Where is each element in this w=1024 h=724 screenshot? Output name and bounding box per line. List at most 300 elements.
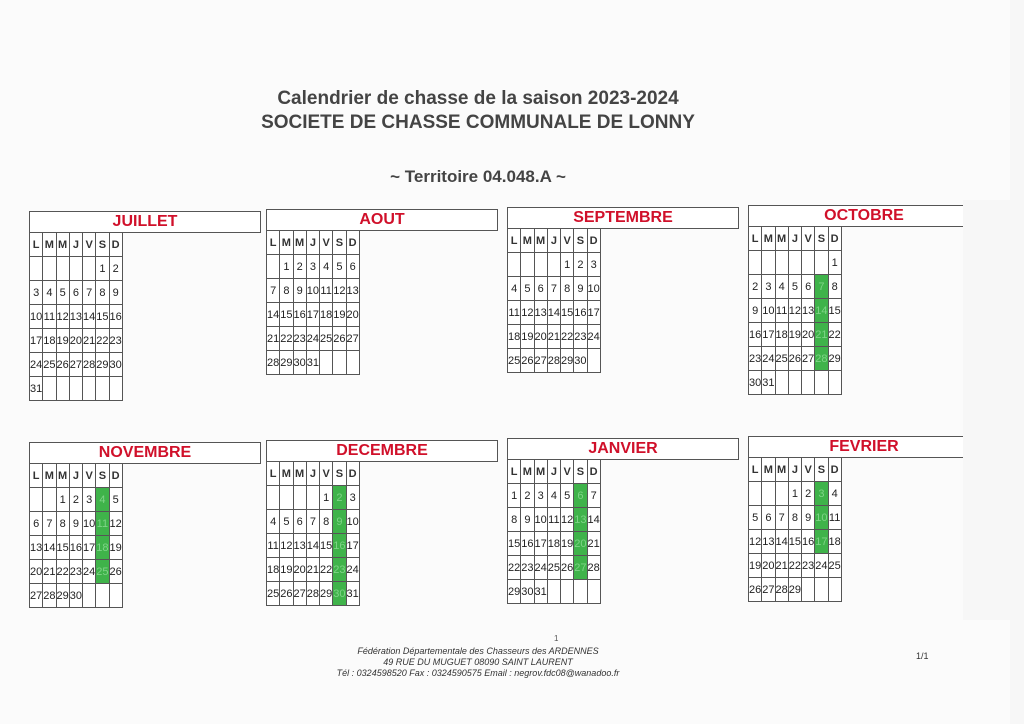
hunt-day-cell: 2 <box>333 486 346 510</box>
day-cell: 22 <box>96 329 109 353</box>
day-cell: 7 <box>267 279 280 303</box>
weekday-label: S <box>574 229 587 253</box>
day-cell: 18 <box>320 303 333 327</box>
day-cell: 20 <box>346 303 359 327</box>
day-cell: 23 <box>109 329 122 353</box>
day-cell: 11 <box>267 534 280 558</box>
weekday-header <box>267 462 360 486</box>
day-cell: 2 <box>749 275 762 299</box>
weekday-label: M <box>762 227 775 251</box>
day-cell: 12 <box>788 299 801 323</box>
empty-day-cell <box>306 486 319 510</box>
weekday-label: V <box>802 458 815 482</box>
week-row <box>267 303 360 327</box>
empty-day-cell <box>521 253 534 277</box>
day-cell: 22 <box>561 325 574 349</box>
weekday-label: M <box>762 458 775 482</box>
day-cell: 3 <box>534 484 547 508</box>
day-cell: 20 <box>762 554 775 578</box>
day-cell: 25 <box>775 347 788 371</box>
day-cell: 15 <box>508 532 521 556</box>
weekday-label: D <box>346 462 359 486</box>
day-cell: 4 <box>320 255 333 279</box>
day-cell: 7 <box>775 506 788 530</box>
day-cell: 1 <box>320 486 333 510</box>
empty-day-cell <box>775 482 788 506</box>
week-row <box>508 325 601 349</box>
day-cell: 13 <box>293 534 306 558</box>
week-row <box>508 580 601 604</box>
day-cell: 26 <box>788 347 801 371</box>
hunt-day-cell: 9 <box>333 510 346 534</box>
day-cell: 21 <box>43 560 56 584</box>
day-cell: 20 <box>534 325 547 349</box>
day-cell: 29 <box>561 349 574 373</box>
day-cell: 16 <box>574 301 587 325</box>
day-cell: 22 <box>320 558 333 582</box>
day-cell: 24 <box>815 554 828 578</box>
empty-day-cell <box>762 251 775 275</box>
weekday-label: M <box>293 231 306 255</box>
day-cell: 16 <box>521 532 534 556</box>
day-cell: 22 <box>280 327 293 351</box>
day-cell: 9 <box>293 279 306 303</box>
month-title: OCTOBRE <box>748 205 980 227</box>
empty-day-cell <box>574 580 587 604</box>
hunt-day-cell: 4 <box>96 488 109 512</box>
footer-federation: Fédération Départementale des Chasseurs des ARDENNES <box>357 646 599 656</box>
day-cell: 28 <box>267 351 280 375</box>
day-cell: 29 <box>96 353 109 377</box>
empty-day-cell <box>83 257 96 281</box>
day-cell: 25 <box>267 582 280 606</box>
week-row <box>749 578 842 602</box>
empty-day-cell <box>346 351 359 375</box>
day-cell: 23 <box>293 327 306 351</box>
hunt-day-cell: 21 <box>815 323 828 347</box>
day-cell: 31 <box>762 371 775 395</box>
day-cell: 12 <box>280 534 293 558</box>
weekday-label: V <box>320 462 333 486</box>
empty-day-cell <box>788 251 801 275</box>
weekday-label: M <box>280 231 293 255</box>
day-cell: 25 <box>320 327 333 351</box>
day-cell: 24 <box>83 560 96 584</box>
day-cell: 19 <box>333 303 346 327</box>
empty-day-cell <box>43 377 56 401</box>
weekday-header <box>30 233 123 257</box>
day-cell: 21 <box>83 329 96 353</box>
day-cell: 30 <box>109 353 122 377</box>
day-cell: 10 <box>587 277 600 301</box>
day-cell: 20 <box>293 558 306 582</box>
weekday-label: D <box>346 231 359 255</box>
hunt-day-cell: 18 <box>96 536 109 560</box>
day-cell: 3 <box>587 253 600 277</box>
day-cell: 6 <box>346 255 359 279</box>
weekday-label: M <box>43 233 56 257</box>
empty-day-cell <box>83 377 96 401</box>
weekday-label: L <box>749 227 762 251</box>
day-cell: 22 <box>508 556 521 580</box>
weekday-header <box>508 460 601 484</box>
hunt-day-cell: 16 <box>333 534 346 558</box>
day-cell: 8 <box>280 279 293 303</box>
footer-contact: Tél : 0324598520 Fax : 0324590575 Email : negrov.fdc08@wanadoo.fr <box>336 668 620 678</box>
day-cell: 10 <box>762 299 775 323</box>
week-row <box>508 277 601 301</box>
day-cell: 7 <box>587 484 600 508</box>
month-grid <box>748 457 842 602</box>
page-cut-off <box>963 200 1024 620</box>
day-cell: 17 <box>83 536 96 560</box>
day-cell: 12 <box>333 279 346 303</box>
week-row <box>508 508 601 532</box>
day-cell: 27 <box>802 347 815 371</box>
day-cell: 4 <box>775 275 788 299</box>
day-cell: 25 <box>547 556 560 580</box>
day-cell: 31 <box>306 351 319 375</box>
day-cell: 2 <box>574 253 587 277</box>
weekday-label: V <box>561 460 574 484</box>
day-cell: 30 <box>293 351 306 375</box>
day-cell: 14 <box>547 301 560 325</box>
calendar-title: Calendrier de chasse de la saison 2023-2024 <box>277 88 679 109</box>
weekday-label: D <box>587 460 600 484</box>
society-name: SOCIETE DE CHASSE COMMUNALE DE LONNY <box>261 112 695 133</box>
day-cell: 8 <box>96 281 109 305</box>
day-cell: 8 <box>508 508 521 532</box>
territory-subtitle: ~ Territoire 04.048.A ~ <box>390 167 566 186</box>
empty-day-cell <box>815 251 828 275</box>
day-cell: 7 <box>306 510 319 534</box>
week-row <box>30 488 123 512</box>
empty-day-cell <box>56 377 69 401</box>
hunt-day-cell: 7 <box>815 275 828 299</box>
day-cell: 26 <box>109 560 122 584</box>
weekday-label: V <box>802 227 815 251</box>
day-cell: 19 <box>749 554 762 578</box>
empty-day-cell <box>96 584 109 608</box>
week-row <box>267 486 360 510</box>
week-row <box>749 299 842 323</box>
day-cell: 15 <box>56 536 69 560</box>
weekday-label: S <box>333 231 346 255</box>
day-cell: 13 <box>69 305 82 329</box>
week-row <box>749 371 842 395</box>
hunt-day-cell: 27 <box>574 556 587 580</box>
day-cell: 27 <box>293 582 306 606</box>
day-cell: 4 <box>828 482 841 506</box>
weekday-label: L <box>749 458 762 482</box>
day-cell: 3 <box>762 275 775 299</box>
empty-day-cell <box>828 578 841 602</box>
week-row <box>30 353 123 377</box>
weekday-label: M <box>534 229 547 253</box>
day-cell: 3 <box>83 488 96 512</box>
day-cell: 6 <box>802 275 815 299</box>
day-cell: 4 <box>267 510 280 534</box>
day-cell: 10 <box>83 512 96 536</box>
weekday-label: M <box>293 462 306 486</box>
day-cell: 22 <box>828 323 841 347</box>
day-cell: 14 <box>267 303 280 327</box>
day-cell: 5 <box>56 281 69 305</box>
hunt-day-cell: 11 <box>96 512 109 536</box>
empty-day-cell <box>30 488 43 512</box>
empty-day-cell <box>828 371 841 395</box>
day-cell: 17 <box>306 303 319 327</box>
day-cell: 19 <box>109 536 122 560</box>
empty-day-cell <box>815 578 828 602</box>
weekday-label: L <box>30 464 43 488</box>
weekday-header <box>508 229 601 253</box>
empty-day-cell <box>547 580 560 604</box>
weekday-header <box>749 458 842 482</box>
empty-day-cell <box>749 251 762 275</box>
day-cell: 16 <box>109 305 122 329</box>
weekday-label: D <box>828 227 841 251</box>
day-cell: 11 <box>775 299 788 323</box>
weekday-label: V <box>83 233 96 257</box>
week-row <box>267 582 360 606</box>
day-cell: 21 <box>267 327 280 351</box>
day-cell: 13 <box>30 536 43 560</box>
hunt-day-cell: 13 <box>574 508 587 532</box>
weekday-label: L <box>30 233 43 257</box>
week-row <box>30 536 123 560</box>
day-cell: 16 <box>293 303 306 327</box>
day-cell: 10 <box>30 305 43 329</box>
month-title: FEVRIER <box>748 436 980 458</box>
day-cell: 12 <box>749 530 762 554</box>
week-row <box>749 275 842 299</box>
week-row <box>749 530 842 554</box>
day-cell: 5 <box>788 275 801 299</box>
hunt-day-cell: 30 <box>333 582 346 606</box>
week-row <box>30 377 123 401</box>
day-cell: 5 <box>280 510 293 534</box>
day-cell: 24 <box>306 327 319 351</box>
month-grid <box>266 461 360 606</box>
day-cell: 18 <box>828 530 841 554</box>
week-row <box>30 584 123 608</box>
day-cell: 26 <box>56 353 69 377</box>
day-cell: 17 <box>534 532 547 556</box>
day-cell: 8 <box>320 510 333 534</box>
day-cell: 27 <box>30 584 43 608</box>
weekday-label: M <box>56 233 69 257</box>
day-cell: 11 <box>508 301 521 325</box>
day-cell: 15 <box>561 301 574 325</box>
day-cell: 11 <box>828 506 841 530</box>
empty-day-cell <box>749 482 762 506</box>
day-cell: 4 <box>43 281 56 305</box>
day-cell: 8 <box>56 512 69 536</box>
day-cell: 2 <box>293 255 306 279</box>
weekday-label: J <box>306 231 319 255</box>
day-cell: 1 <box>828 251 841 275</box>
empty-day-cell <box>267 255 280 279</box>
day-cell: 23 <box>521 556 534 580</box>
week-row <box>267 510 360 534</box>
weekday-label: D <box>587 229 600 253</box>
day-cell: 2 <box>109 257 122 281</box>
weekday-label: J <box>547 229 560 253</box>
week-row <box>749 482 842 506</box>
footer-mark: 1 <box>554 634 559 643</box>
footer-address: 49 RUE DU MUGUET 08090 SAINT LAURENT <box>383 657 573 667</box>
day-cell: 18 <box>267 558 280 582</box>
day-cell: 11 <box>43 305 56 329</box>
day-cell: 1 <box>561 253 574 277</box>
day-cell: 21 <box>587 532 600 556</box>
hunt-day-cell: 23 <box>333 558 346 582</box>
day-cell: 15 <box>96 305 109 329</box>
week-row <box>508 301 601 325</box>
day-cell: 14 <box>587 508 600 532</box>
day-cell: 17 <box>587 301 600 325</box>
day-cell: 22 <box>788 554 801 578</box>
month-grid <box>507 228 601 373</box>
day-cell: 25 <box>828 554 841 578</box>
day-cell: 13 <box>762 530 775 554</box>
day-cell: 27 <box>69 353 82 377</box>
empty-day-cell <box>83 584 96 608</box>
hunt-day-cell: 28 <box>815 347 828 371</box>
empty-day-cell <box>547 253 560 277</box>
month-title: JUILLET <box>29 211 261 233</box>
day-cell: 9 <box>521 508 534 532</box>
day-cell: 10 <box>306 279 319 303</box>
day-cell: 23 <box>574 325 587 349</box>
hunt-day-cell: 20 <box>574 532 587 556</box>
day-cell: 26 <box>333 327 346 351</box>
empty-day-cell <box>534 253 547 277</box>
day-cell: 9 <box>749 299 762 323</box>
empty-day-cell <box>762 482 775 506</box>
day-cell: 9 <box>69 512 82 536</box>
empty-day-cell <box>30 257 43 281</box>
day-cell: 19 <box>521 325 534 349</box>
empty-day-cell <box>775 251 788 275</box>
day-cell: 24 <box>346 558 359 582</box>
day-cell: 30 <box>574 349 587 373</box>
day-cell: 27 <box>762 578 775 602</box>
day-cell: 24 <box>30 353 43 377</box>
day-cell: 5 <box>749 506 762 530</box>
day-cell: 28 <box>83 353 96 377</box>
day-cell: 21 <box>306 558 319 582</box>
weekday-label: J <box>69 464 82 488</box>
day-cell: 26 <box>749 578 762 602</box>
day-cell: 16 <box>802 530 815 554</box>
day-cell: 1 <box>280 255 293 279</box>
weekday-label: L <box>267 462 280 486</box>
day-cell: 20 <box>69 329 82 353</box>
day-cell: 31 <box>30 377 43 401</box>
empty-day-cell <box>561 580 574 604</box>
day-cell: 28 <box>43 584 56 608</box>
empty-day-cell <box>587 580 600 604</box>
day-cell: 29 <box>320 582 333 606</box>
weekday-label: S <box>574 460 587 484</box>
weekday-header <box>30 464 123 488</box>
empty-day-cell <box>293 486 306 510</box>
empty-day-cell <box>109 377 122 401</box>
empty-day-cell <box>280 486 293 510</box>
weekday-header <box>267 231 360 255</box>
week-row <box>508 556 601 580</box>
day-cell: 26 <box>561 556 574 580</box>
weekday-label: M <box>43 464 56 488</box>
month-grid <box>266 230 360 375</box>
day-cell: 20 <box>30 560 43 584</box>
day-cell: 12 <box>109 512 122 536</box>
empty-day-cell <box>333 351 346 375</box>
day-cell: 28 <box>306 582 319 606</box>
day-cell: 17 <box>762 323 775 347</box>
day-cell: 6 <box>69 281 82 305</box>
day-cell: 23 <box>749 347 762 371</box>
day-cell: 20 <box>802 323 815 347</box>
day-cell: 11 <box>320 279 333 303</box>
month-grid <box>29 232 123 401</box>
weekday-label: S <box>333 462 346 486</box>
page-number: 1/1 <box>916 651 929 661</box>
day-cell: 11 <box>547 508 560 532</box>
day-cell: 16 <box>749 323 762 347</box>
day-cell: 3 <box>346 486 359 510</box>
day-cell: 19 <box>561 532 574 556</box>
day-cell: 2 <box>69 488 82 512</box>
day-cell: 28 <box>547 349 560 373</box>
empty-day-cell <box>802 371 815 395</box>
week-row <box>749 506 842 530</box>
day-cell: 1 <box>56 488 69 512</box>
weekday-label: J <box>547 460 560 484</box>
weekday-label: L <box>267 231 280 255</box>
weekday-label: M <box>775 458 788 482</box>
day-cell: 31 <box>534 580 547 604</box>
day-cell: 8 <box>788 506 801 530</box>
day-cell: 12 <box>56 305 69 329</box>
day-cell: 5 <box>109 488 122 512</box>
month-title: NOVEMBRE <box>29 442 261 464</box>
day-cell: 10 <box>346 510 359 534</box>
day-cell: 2 <box>521 484 534 508</box>
day-cell: 30 <box>521 580 534 604</box>
week-row <box>508 484 601 508</box>
day-cell: 3 <box>30 281 43 305</box>
day-cell: 10 <box>534 508 547 532</box>
week-row <box>749 251 842 275</box>
month-title: AOUT <box>266 209 498 231</box>
day-cell: 7 <box>83 281 96 305</box>
weekday-label: V <box>320 231 333 255</box>
day-cell: 18 <box>775 323 788 347</box>
week-row <box>508 349 601 373</box>
day-cell: 25 <box>508 349 521 373</box>
week-row <box>267 351 360 375</box>
day-cell: 7 <box>547 277 560 301</box>
day-cell: 15 <box>280 303 293 327</box>
day-cell: 19 <box>56 329 69 353</box>
day-cell: 24 <box>762 347 775 371</box>
day-cell: 5 <box>561 484 574 508</box>
weekday-label: J <box>69 233 82 257</box>
day-cell: 18 <box>508 325 521 349</box>
